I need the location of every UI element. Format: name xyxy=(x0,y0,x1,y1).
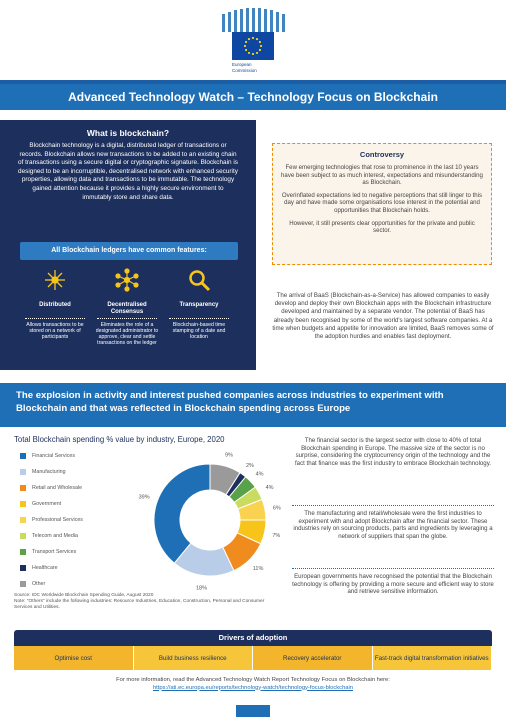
legend-label: Healthcare xyxy=(32,565,58,571)
feature-label: Decentralised Consensus xyxy=(107,302,147,315)
report-link[interactable]: https://ati.ec.europa.eu/reports/technology-watch/technology-focus-blockchain xyxy=(152,684,354,691)
legend-label: Professional Services xyxy=(32,517,83,523)
legend-swatch xyxy=(20,517,26,523)
driver-recovery: Recovery accelerator xyxy=(253,646,373,670)
logo-text xyxy=(232,62,292,73)
driver-resilience: Build business resilience xyxy=(134,646,254,670)
feature-decentralised xyxy=(92,268,162,346)
distributed-icon xyxy=(43,268,67,292)
chart-source: Source: IDC Worldwide Blockchain Spending Guide, August 2020 Note: "Others" include the following industries: Resource Industries, Education, Construction, Personal and Consumer Services and Utilities. xyxy=(14,593,265,610)
legend-label: Other xyxy=(32,581,46,587)
controversy-p2: Overinflated expectations led to negative perceptions that still linger to this day and have made some organisations lose interest in the potential and opportunities that Blockchain holds. xyxy=(281,191,483,214)
driver-digital-transformation: Fast-track digital transformation initiatives xyxy=(373,646,493,670)
feature-desc: Allows transactions to be stored on a network of participants xyxy=(26,322,84,340)
more-info-text: For more information, read the Advanced Technology Watch Report Technology Focus on Blockchain here: xyxy=(116,677,390,683)
legend-swatch xyxy=(20,533,26,539)
donut-chart xyxy=(110,445,290,595)
legend-swatch xyxy=(20,581,26,587)
insight-financial: The financial sector is the largest sector with close to 40% of total Blockchain spending in Europe. The massive size of the sector is no surprise, considering the cryptocurrency origin of the technology and the fact that finance was the first industry to embrace Blockchain technology. xyxy=(294,437,491,467)
donut-slice-financial-services xyxy=(154,464,210,563)
features-title: All Blockchain ledgers have common features: xyxy=(20,242,238,260)
legend-item xyxy=(20,468,66,476)
baas-text: The arrival of BaaS (Blockchain-as-a-Service) has allowed companies to easily develop and deploy their own Blockchain apps with the Blockchain infrastructure developed and maintained by a separate vendor. The potential of BaaS has already been recognised by some of the world's largest software companies. At a time when budgets and appetite for innovation are limited, BaaS removes some of the adoption hurdles and enables fast deployment. xyxy=(272,292,494,341)
logo-line-2: Commission xyxy=(232,67,257,73)
legend-label: Government xyxy=(32,501,62,507)
decentralised-icon xyxy=(115,268,139,292)
controversy-heading: Controversy xyxy=(359,150,405,159)
insight-government: European governments have recognised the potential that the Blockchain technology is offering by providing a more secure and efficient way to store and retrieve sensitive information. xyxy=(292,573,494,596)
controversy-p3: However, it still presents clear opportunities for the private and public sector. xyxy=(289,219,475,235)
feature-label: Distributed xyxy=(39,302,71,308)
donut-label: 7% xyxy=(272,532,281,539)
legend-swatch xyxy=(20,469,26,475)
spending-band: The explosion in activity and interest pushed companies across industries to experiment with Blockchain and that was reflected in Blockchain spending across Europe xyxy=(0,383,506,427)
donut-label: 9% xyxy=(224,452,233,459)
donut-label: 18% xyxy=(195,585,207,592)
footer-bar xyxy=(236,705,270,717)
intro-body: Blockchain technology is a digital, distributed ledger of transactions or records. Blockchain allows new transactions to be added to an existing chain of transactions using a secure digital or cryptographic signature. Blockchain is designed to be an incorruptible, decentralised network with enhanced security properties, allowing data and transactions to be immutable. The technology gained attention because it provides a highly secure environment to immutably store and share data. xyxy=(18,142,238,201)
feature-transparency xyxy=(164,268,234,340)
page-title: Advanced Technology Watch – Technology Focus on Blockchain xyxy=(0,84,506,110)
legend-item xyxy=(20,500,61,508)
donut-label: 39% xyxy=(138,494,150,501)
legend-item xyxy=(20,564,58,572)
donut-label: 4% xyxy=(265,485,274,492)
drivers-title: Drivers of adoption xyxy=(14,630,492,646)
intro-heading: What is blockchain? xyxy=(86,128,170,138)
eu-flag-icon xyxy=(232,32,274,60)
feature-desc: Blockchain-based time stamping of a date and location xyxy=(172,322,226,340)
legend-swatch xyxy=(20,549,26,555)
chart-title: Total Blockchain spending % value by industry, Europe, 2020 xyxy=(14,435,225,444)
logo-line-1: European xyxy=(232,62,252,67)
donut-label: 6% xyxy=(272,505,281,512)
legend-item xyxy=(20,452,75,460)
feature-label: Transparency xyxy=(179,302,219,308)
more-info xyxy=(14,677,492,692)
legend-swatch xyxy=(20,453,26,459)
legend-swatch xyxy=(20,485,26,491)
legend-label: Telecom and Media xyxy=(32,533,78,539)
controversy-p1: Few emerging technologies that rose to prominence in the last 10 years have been subject to as much interest, expectations and misunderstanding as Blockchain. xyxy=(281,164,483,187)
legend-label: Transport Services xyxy=(32,549,77,555)
donut-label: 4% xyxy=(255,471,264,478)
insight-manufacturing: The manufacturing and retail/wholesale were the first industries to experiment with and adopt Blockchain after the financial sector. These industries rely on sourcing products, parts and ingredients by leveraging a network of suppliers that span the globe. xyxy=(293,510,493,540)
drivers-row xyxy=(14,646,492,670)
legend-label: Financial Services xyxy=(32,453,75,459)
legend-swatch xyxy=(20,565,26,571)
legend-item xyxy=(20,484,82,492)
donut-label: 11% xyxy=(252,566,264,573)
donut-label: 2% xyxy=(245,462,254,469)
legend-item xyxy=(20,580,45,588)
legend-swatch xyxy=(20,501,26,507)
legend-item xyxy=(20,516,83,524)
magnifier-icon xyxy=(187,268,211,292)
legend-label: Retail and Wholesale xyxy=(32,485,83,491)
feature-distributed xyxy=(20,268,90,340)
driver-optimise-cost: Optimise cost xyxy=(14,646,134,670)
feature-desc: Eliminates the role of a designated administrator to approve, clear and settle transactions on the ledger xyxy=(95,322,159,346)
controversy-box xyxy=(272,143,492,265)
legend-item xyxy=(20,548,76,556)
legend-item xyxy=(20,532,78,540)
legend-label: Manufacturing xyxy=(32,469,66,475)
